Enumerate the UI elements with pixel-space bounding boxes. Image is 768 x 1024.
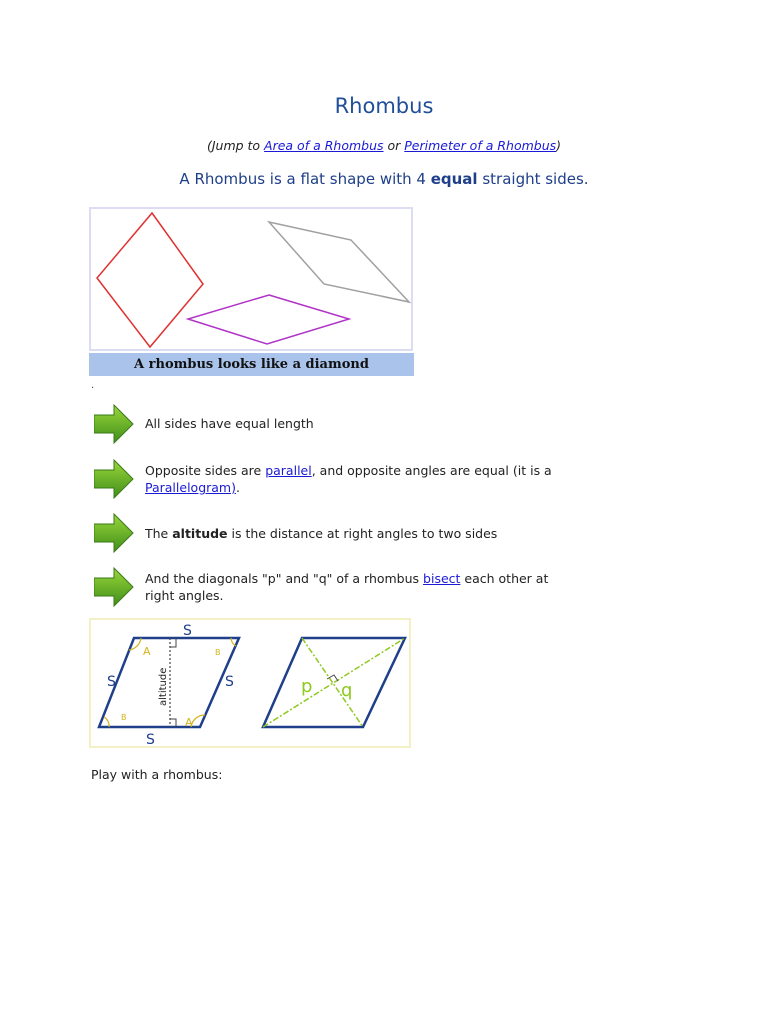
link-bisect[interactable]: bisect bbox=[423, 571, 461, 586]
figure-caption: A rhombus looks like a diamond bbox=[89, 353, 414, 376]
jump-links bbox=[0, 138, 768, 153]
side-label-left: S bbox=[107, 674, 116, 690]
angle-label-a-bottom: A bbox=[185, 716, 193, 729]
bullet-4-before: And the diagonals "p" and "q" of a rhombus bbox=[145, 571, 424, 586]
page-title: Rhombus bbox=[334, 94, 434, 118]
bullet-3-text bbox=[145, 525, 560, 542]
play-with-rhombus-text: Play with a rhombus: bbox=[91, 767, 223, 782]
jump-middle: or bbox=[383, 138, 405, 153]
jump-suffix: ) bbox=[556, 138, 562, 153]
side-label-bottom: S bbox=[146, 732, 155, 746]
bullet-3-bold: altitude bbox=[172, 526, 228, 541]
gray-rhombus bbox=[269, 222, 409, 302]
angle-arc-b-bottom bbox=[104, 717, 109, 727]
link-parallel[interactable]: parallel bbox=[265, 463, 312, 478]
bullet-2-middle: , and opposite angles are equal (it is a bbox=[311, 463, 552, 478]
intro-sentence bbox=[0, 170, 768, 188]
rhombus-examples-drawing bbox=[91, 209, 411, 349]
angle-label-b-bottom: B bbox=[121, 713, 127, 722]
jump-prefix: (Jump to bbox=[206, 138, 265, 153]
diagonals-right-angle bbox=[327, 675, 338, 681]
red-rhombus bbox=[97, 213, 203, 347]
purple-rhombus bbox=[188, 295, 349, 344]
right-angle-top bbox=[170, 638, 176, 647]
bullet-1-text: All sides have equal length bbox=[145, 416, 314, 431]
intro-after: straight sides. bbox=[477, 170, 589, 188]
green-arrow-icon bbox=[94, 513, 134, 553]
side-label-right: S bbox=[225, 674, 234, 690]
angle-label-b-top: B bbox=[215, 648, 221, 657]
altitude-label: altitude bbox=[158, 667, 169, 706]
rhombus-properties-drawing bbox=[91, 620, 409, 746]
bullet-3-after: is the distance at right angles to two sides bbox=[227, 526, 498, 541]
green-arrow-icon bbox=[94, 567, 134, 607]
bullet-2-text bbox=[145, 462, 560, 496]
bullet-3-before: The bbox=[145, 526, 173, 541]
bullet-4-text bbox=[145, 570, 560, 604]
link-perimeter-of-rhombus[interactable]: Perimeter of a Rhombus bbox=[404, 138, 557, 153]
separator-dot: . bbox=[91, 380, 95, 391]
link-parallelogram[interactable]: Parallelogram) bbox=[145, 480, 236, 495]
diagonal-label-p: p bbox=[301, 676, 313, 697]
green-arrow-icon bbox=[94, 404, 134, 444]
green-arrow-icon bbox=[94, 459, 134, 499]
intro-before: A Rhombus is a flat shape with 4 bbox=[179, 170, 431, 188]
side-label-top: S bbox=[183, 623, 192, 639]
link-area-of-rhombus[interactable]: Area of a Rhombus bbox=[264, 138, 384, 153]
angle-label-a-top: A bbox=[143, 645, 151, 658]
rhombus-examples-figure bbox=[89, 207, 413, 351]
diagonal-label-q: q bbox=[341, 680, 353, 701]
intro-bold: equal bbox=[430, 170, 478, 188]
bullet-2-after: . bbox=[235, 480, 240, 495]
rhombus-properties-figure bbox=[89, 618, 411, 748]
bullet-4-after: each other at right angles. bbox=[145, 571, 549, 603]
bullet-2-before: Opposite sides are bbox=[145, 463, 266, 478]
